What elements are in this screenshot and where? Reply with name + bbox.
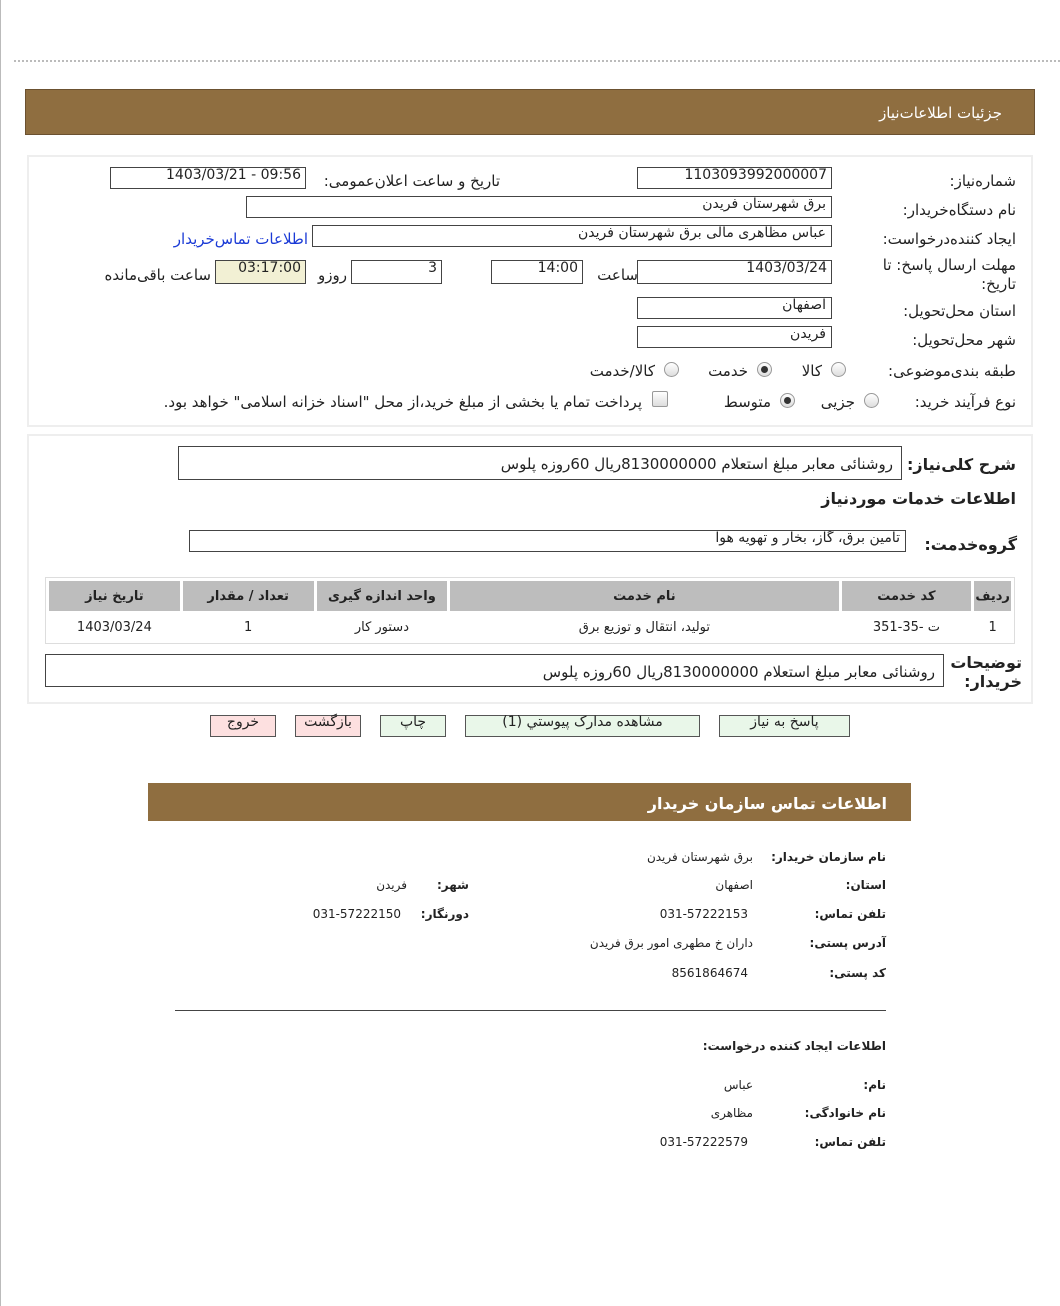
col-need-date: تاریخ نیاز [49,581,180,611]
process-minor-label: جزیی [820,393,855,411]
contact-province-label: استان: [845,878,886,892]
creator-info-title: اطلاعات ایجاد کننده درخواست: [702,1039,886,1053]
buyer-notes-label [942,653,1022,691]
process-medium-radio[interactable] [780,393,795,408]
table-row [49,614,1011,640]
contact-address-label: آدرس پستی: [809,936,886,950]
remaining-time-field: 03:17:00 [215,260,306,284]
details-title: جزئیات اطلاعات‌نیاز [879,104,1002,122]
process-medium-label: متوسط [723,393,771,411]
back-button[interactable]: بازگشت [295,715,361,737]
remaining-label: ساعت باقی‌مانده [104,266,211,284]
col-service-code: کد خدمت [842,581,972,611]
buyer-org-label: نام دستگاه‌خریدار: [902,201,1016,219]
process-minor-radio[interactable] [864,393,879,408]
category-label: طبقه بندی‌موضوعی: [888,362,1016,380]
exit-button[interactable]: خروج [210,715,276,737]
buyer-notes-label-text: توضیحات خریدار: [950,653,1022,691]
details-header [25,89,1035,135]
contact-postal-label: کد پستی: [829,966,886,980]
summary-field: روشنائی معابر مبلغ استعلام 8130000000ریال 60روزه پلوس [178,446,902,480]
reply-button[interactable]: پاسخ به نیاز [719,715,850,737]
creator-label: ایجاد کننده‌درخواست: [882,230,1016,248]
top-dotted-divider [14,60,1060,62]
contact-fax-label: دورنگار: [420,907,469,921]
contact-city: فریدن [376,878,407,892]
deadline-label-text: مهلت ارسال پاسخ: تا تاریخ: [882,256,1016,293]
col-quantity: تعداد / مقدار [183,581,314,611]
contact-divider [175,1010,886,1011]
creator-name: عباس [723,1078,753,1092]
print-button[interactable]: چاپ [380,715,446,737]
category-goods-service-radio[interactable] [664,362,679,377]
col-unit: واحد اندازه گیری [317,581,448,611]
category-service-radio[interactable] [757,362,772,377]
province-label: استان محل‌تحویل: [903,302,1016,320]
col-row: ردیف [974,581,1011,611]
contact-city-label: شهر: [437,878,469,892]
cell-row: 1 [988,619,997,635]
process-label: نوع فرآیند خرید: [914,393,1016,411]
cell-service-name: تولید، انتقال و توزیع برق [578,619,711,635]
cell-need-date: 1403/03/24 [76,619,152,635]
contact-postal: 8561864674 [671,966,748,980]
deadline-time-field: 14:00 [491,260,583,284]
category-goods-label: کالا [801,362,822,380]
cell-unit: دستور کار [354,619,409,635]
category-service-label: خدمت [708,362,748,380]
need-number-label: شماره‌نیاز: [949,172,1016,190]
deadline-label [866,256,1016,294]
buyer-contact-link[interactable]: اطلاعات تماس‌خریدار [173,230,308,248]
service-group-label: گروه‌خدمت: [924,535,1017,554]
cell-service-code: ت -35-351 [872,619,940,635]
contact-fax: 031-57222150 [312,907,401,921]
city-label: شهر محل‌تحویل: [912,331,1016,349]
contact-header [148,783,911,821]
treasury-payment-note: پرداخت تمام یا بخشی از مبلغ خرید،از محل "اسناد خزانه اسلامی" خواهد بود. [163,393,642,411]
creator-family-label: نام خانوادگی: [804,1106,886,1120]
cell-quantity: 1 [244,619,253,635]
need-number-field: 1103093992000007 [637,167,832,189]
services-table-header [49,581,1011,611]
contact-address: داران خ مطهری امور برق فریدن [589,936,753,950]
col-service-name: نام خدمت [450,581,838,611]
contact-province: اصفهان [715,878,753,892]
creator-name-label: نام: [863,1078,886,1092]
deadline-date-field: 1403/03/24 [637,260,832,284]
contact-phone: 031-57222153 [659,907,748,921]
view-attachments-button[interactable]: مشاهده مدارک پیوستي (1) [465,715,700,737]
contact-title: اطلاعات تماس سازمان خریدار [647,794,887,813]
days-field: 3 [351,260,442,284]
announce-field: 1403/03/21 - 09:56 [110,167,306,189]
services-table [45,577,1015,644]
creator-family: مظاهری [710,1106,753,1120]
category-goods-service-label: کالا/خدمت [589,362,655,380]
service-group-field: تامین برق، گاز، بخار و تهویه هوا [189,530,906,552]
contact-org: برق شهرستان فریدن [646,850,753,864]
city-field: فریدن [637,326,832,348]
summary-label: شرح کلی‌نیاز: [907,455,1016,474]
buyer-notes-field: روشنائی معابر مبلغ استعلام 8130000000ریال 60روزه پلوس [45,654,944,687]
treasury-payment-checkbox[interactable] [652,391,668,407]
creator-phone: 031-57222579 [659,1135,748,1149]
days-label: روزو [318,266,347,284]
buyer-contact-link-wrap [174,230,308,248]
page-left-border [0,0,1,1306]
time-label: ساعت [597,266,638,284]
buyer-org-field: برق شهرستان فریدن [246,196,832,218]
creator-field: عباس مظاهری مالی برق شهرستان فریدن [312,225,832,247]
creator-phone-label: تلفن تماس: [814,1135,886,1149]
province-field: اصفهان [637,297,832,319]
contact-org-label: نام سازمان خریدار: [771,850,886,864]
contact-phone-label: تلفن تماس: [814,907,886,921]
services-title: اطلاعات خدمات موردنیاز [821,489,1016,508]
announce-label: تاریخ و ساعت اعلان‌عمومی: [323,172,500,190]
category-goods-radio[interactable] [831,362,846,377]
